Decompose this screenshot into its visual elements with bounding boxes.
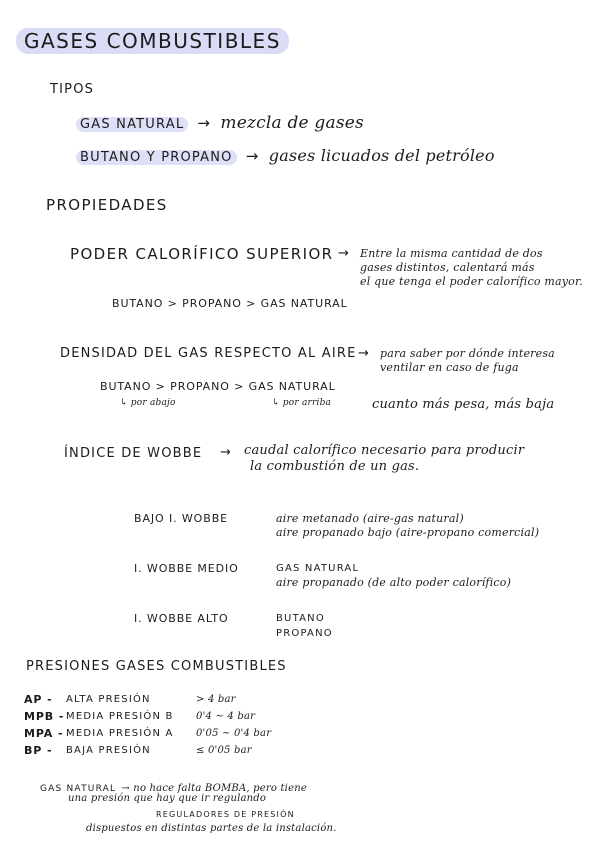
wobbe-value: GAS NATURAL bbox=[276, 563, 360, 574]
presion-name: MEDIA PRESIÓN B bbox=[66, 711, 174, 722]
wobbe-row-values bbox=[276, 562, 511, 590]
tipo-label: GAS NATURAL bbox=[76, 117, 188, 132]
note-label: GAS NATURAL bbox=[40, 784, 117, 794]
desc-line: el que tenga el poder calorífico mayor. bbox=[360, 275, 583, 288]
presion-row bbox=[24, 744, 324, 761]
presion-range: ≤ 0'05 bar bbox=[196, 745, 252, 756]
presion-code: MPB - bbox=[24, 710, 65, 723]
densidad-order: BUTANO > PROPANO > GAS NATURAL bbox=[100, 380, 336, 393]
desc-line: ventilar en caso de fuga bbox=[380, 361, 519, 374]
densidad-sub-abajo: ↳ por abajo bbox=[120, 398, 176, 408]
wobbe-row-values bbox=[276, 512, 539, 540]
poder-calorifico-desc bbox=[360, 247, 583, 289]
wobbe-row-name: I. WOBBE MEDIO bbox=[134, 562, 239, 575]
densidad-sub-arriba: ↳ por arriba bbox=[272, 398, 332, 408]
wobbe-value: BUTANO bbox=[276, 613, 325, 624]
presion-name: ALTA PRESIÓN bbox=[66, 694, 151, 705]
wobbe-value: PROPANO bbox=[276, 628, 333, 639]
gas-natural-note-line2: una presión que hay que ir regulando bbox=[68, 793, 267, 804]
tipo-desc: gases licuados del petróleo bbox=[268, 146, 495, 165]
propiedades-heading: PROPIEDADES bbox=[46, 196, 168, 214]
presion-name: BAJA PRESIÓN bbox=[66, 745, 151, 756]
gas-natural-note-line4: dispuestos en distintas partes de la instalación. bbox=[86, 823, 337, 834]
presion-row bbox=[24, 710, 324, 727]
tipo-label: BUTANO Y PROPANO bbox=[76, 150, 237, 165]
poder-calorifico-order: BUTANO > PROPANO > GAS NATURAL bbox=[112, 297, 348, 310]
densidad-label: DENSIDAD DEL GAS RESPECTO AL AIRE bbox=[60, 346, 357, 361]
presion-row bbox=[24, 693, 324, 710]
note-text: → no hace falta BOMBA, pero tiene bbox=[121, 783, 307, 794]
wobbe-row-name: BAJO I. WOBBE bbox=[134, 512, 228, 525]
desc-line: gases distintos, calentará más bbox=[360, 261, 535, 274]
arrow-right-icon: → bbox=[338, 246, 351, 261]
arrow-right-icon: → bbox=[197, 114, 212, 132]
presion-range: 0'05 ~ 0'4 bar bbox=[196, 728, 272, 739]
wobbe-value: aire metanado (aire-gas natural) bbox=[276, 512, 464, 525]
tipo-item-butano-propano bbox=[76, 146, 495, 165]
presion-name: MEDIA PRESIÓN A bbox=[66, 728, 174, 739]
arrow-right-icon: → bbox=[358, 346, 371, 361]
presion-range: 0'4 ~ 4 bar bbox=[196, 711, 256, 722]
wobbe-value: aire propanado (de alto poder calorífico) bbox=[276, 576, 512, 589]
presiones-heading: PRESIONES GASES COMBUSTIBLES bbox=[26, 659, 287, 674]
desc-line: Entre la misma cantidad de dos bbox=[360, 247, 543, 260]
densidad-note: cuanto más pesa, más baja bbox=[372, 397, 555, 412]
presion-code: AP - bbox=[24, 693, 53, 706]
arrow-right-icon: → bbox=[245, 147, 260, 165]
desc-line: la combustión de un gas. bbox=[250, 459, 420, 474]
wobbe-row-name: I. WOBBE ALTO bbox=[134, 612, 229, 625]
presion-code: BP - bbox=[24, 744, 53, 757]
wobbe-value: aire propanado bajo (aire-propano comercial) bbox=[276, 526, 540, 539]
presion-code: MPA - bbox=[24, 727, 64, 740]
desc-line: caudal calorífico necesario para producir bbox=[244, 443, 525, 458]
densidad-desc bbox=[380, 347, 555, 375]
presion-row bbox=[24, 727, 324, 744]
tipos-heading: TIPOS bbox=[50, 82, 95, 97]
page-title: GASES COMBUSTIBLES bbox=[16, 28, 289, 54]
arrow-right-icon: → bbox=[220, 445, 233, 460]
presiones-table bbox=[24, 693, 324, 761]
poder-calorifico-label: PODER CALORÍFICO SUPERIOR bbox=[70, 245, 334, 263]
wobbe-desc bbox=[244, 443, 524, 475]
tipo-item-gas-natural bbox=[76, 113, 364, 133]
presion-range: > 4 bar bbox=[196, 694, 236, 705]
wobbe-row-values bbox=[276, 611, 333, 641]
reguladores-label: REGULADORES DE PRESIÓN bbox=[156, 810, 295, 819]
wobbe-label: ÍNDICE DE WOBBE bbox=[64, 446, 203, 461]
tipo-desc: mezcla de gases bbox=[220, 113, 364, 133]
desc-line: para saber por dónde interesa bbox=[380, 347, 555, 360]
